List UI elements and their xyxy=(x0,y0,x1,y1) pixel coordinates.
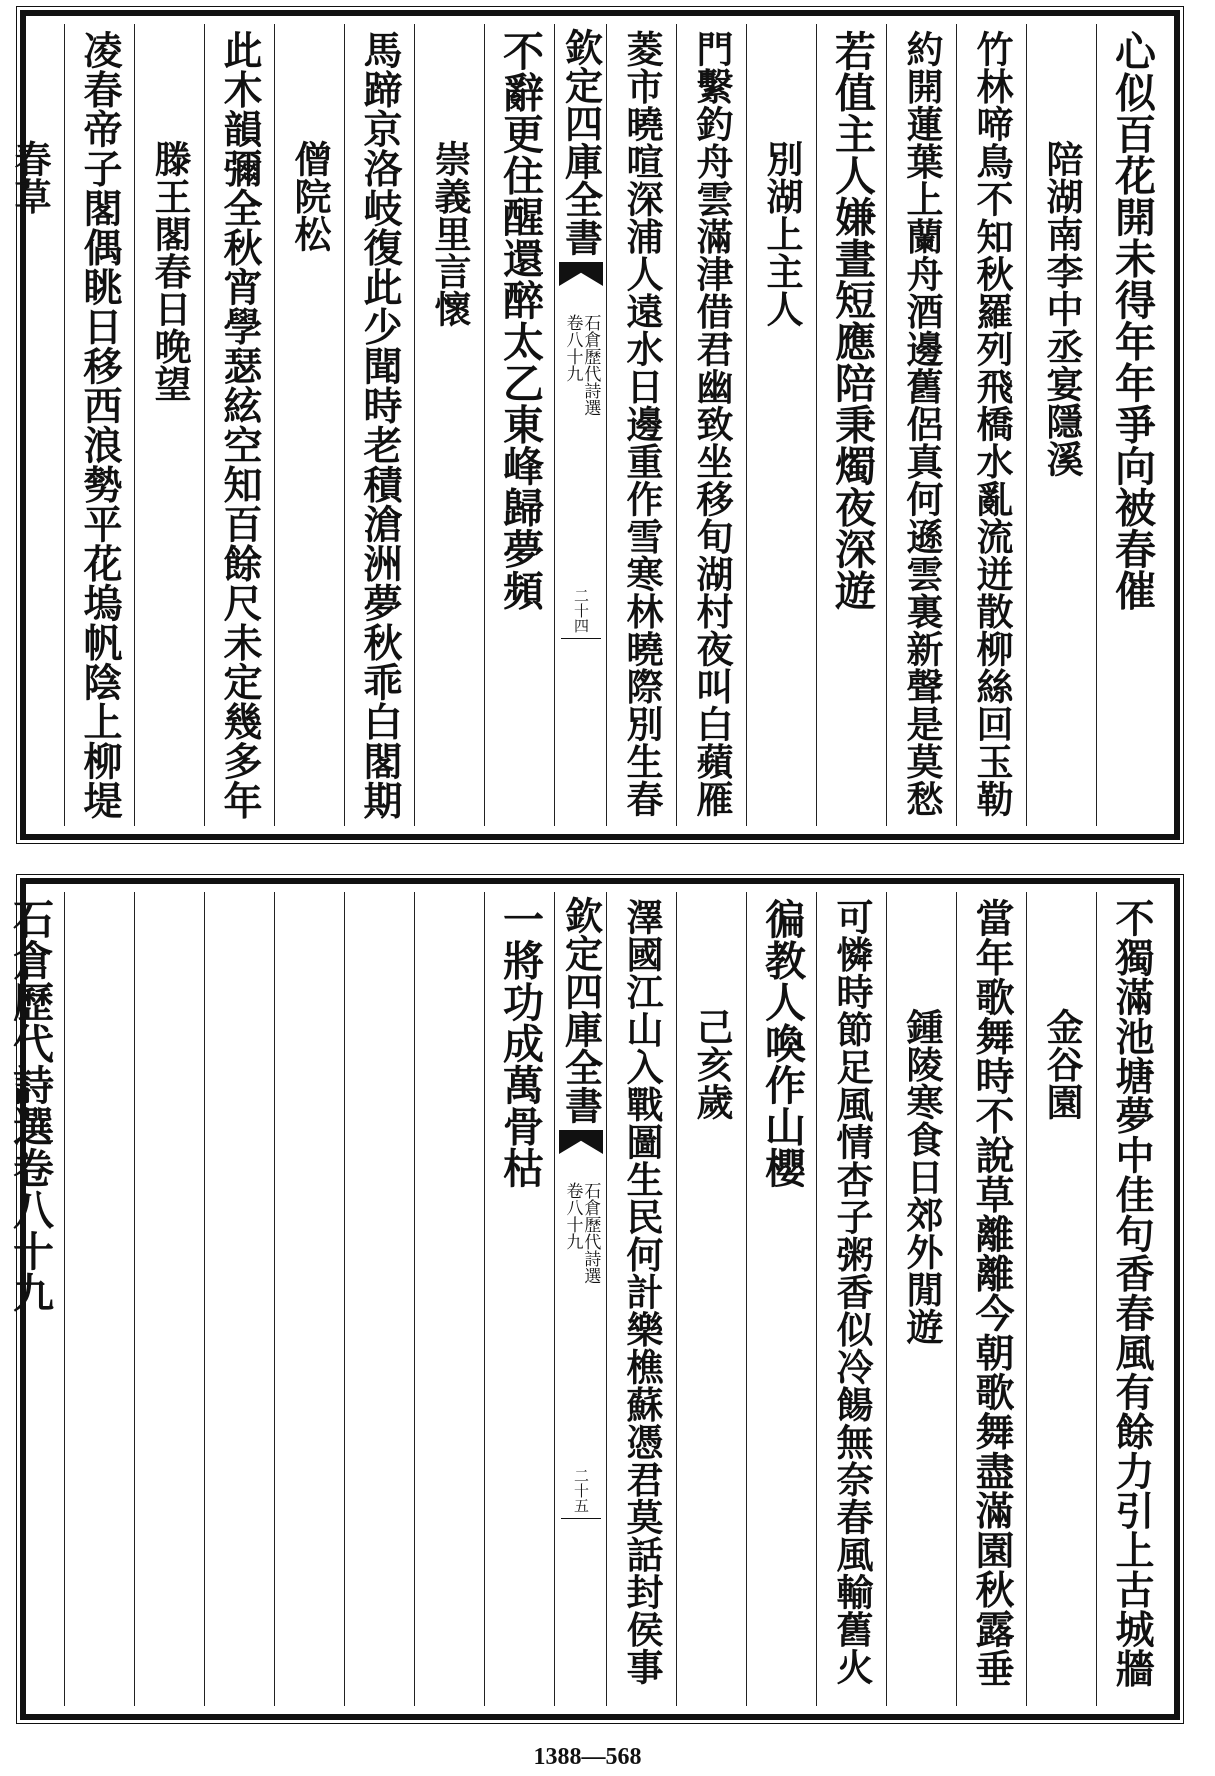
verse-line: 己亥歲 xyxy=(690,1008,734,1121)
verse-line: 金谷園 xyxy=(1040,1008,1084,1121)
verse-line: 一將功成萬骨枯 xyxy=(496,898,544,1189)
upper-left-column-1 xyxy=(414,24,484,826)
verse-line: 鍾陵寒食日郊外閒遊 xyxy=(900,1008,944,1346)
verse-line: 春草 xyxy=(8,140,52,215)
upper-left-column-4 xyxy=(204,24,274,826)
lower-left-column-4 xyxy=(204,892,274,1706)
lower-center-fold xyxy=(554,892,606,1706)
upper-left-column-7 xyxy=(0,24,64,826)
folio-number: 二十五 xyxy=(572,1468,590,1513)
lower-page xyxy=(6,878,1180,1720)
fishtail-mark xyxy=(559,262,603,286)
upper-left-column-5 xyxy=(134,24,204,826)
verse-line: 若值主人嫌晝短應陪秉燭夜深遊 xyxy=(828,30,876,611)
verse-line: 此木韻彌全秋宵學瑟絃空知百餘尺未定幾多年 xyxy=(217,30,263,820)
verse-line: 菱市曉喧深浦人遠水日邊重作雪寒林曉際別生春 xyxy=(620,30,664,818)
verse-line: 僧院松 xyxy=(288,140,332,253)
verse-line: 石倉歷代詩選卷八十九 xyxy=(6,898,54,1313)
upper-left-column-0 xyxy=(484,24,554,826)
upper-right-column-7 xyxy=(606,24,676,826)
lower-left-column-6 xyxy=(64,892,134,1706)
upper-left-column-6 xyxy=(64,24,134,826)
fold-rule xyxy=(561,1518,601,1519)
verse-line: 別湖上主人 xyxy=(760,140,804,328)
upper-columns xyxy=(8,24,1166,826)
book-title: 欽定四庫全書 xyxy=(558,896,604,1124)
verse-line: 不辭更住醒還醉太乙東峰歸夢頻 xyxy=(496,30,544,611)
upper-right-column-2 xyxy=(956,24,1026,826)
lower-left-column-2 xyxy=(344,892,414,1706)
lower-right-column-2 xyxy=(956,892,1026,1706)
fishtail-mark xyxy=(559,1130,603,1154)
upper-right-column-3 xyxy=(886,24,956,826)
upper-right-column-4 xyxy=(816,24,886,826)
lower-right-column-3 xyxy=(886,892,956,1706)
verse-line: 凌春帝子閣偶眺日移西浪勢平花塢帆陰上柳堤 xyxy=(77,30,123,820)
upper-right-column-6 xyxy=(676,24,746,826)
upper-center-fold xyxy=(554,24,606,826)
upper-left-column-2 xyxy=(344,24,414,826)
lower-left-column-7 xyxy=(0,892,64,1706)
fold-rule xyxy=(561,638,601,639)
lower-right-column-6 xyxy=(676,892,746,1706)
verse-line: 澤國江山入戰圖生民何計樂樵蘇憑君莫話封侯事 xyxy=(620,898,664,1686)
folio-number: 二十四 xyxy=(572,588,590,633)
volume-label: 石倉歷代詩選 卷八十九 xyxy=(562,1182,601,1284)
lower-left-column-0 xyxy=(484,892,554,1706)
verse-line: 徧教人喚作山櫻 xyxy=(758,898,806,1189)
lower-left-column-1 xyxy=(414,892,484,1706)
upper-right-column-1 xyxy=(1026,24,1096,826)
verse-line: 門繫釣舟雲滿津借君幽致坐移旬湖村夜叫白蘋雁 xyxy=(690,30,734,818)
lower-left-column-5 xyxy=(134,892,204,1706)
lower-columns xyxy=(6,892,1166,1706)
verse-line: 滕王閣春日晚望 xyxy=(148,140,192,403)
page-code-text: 1388—568 xyxy=(533,1744,642,1770)
upper-right-column-5 xyxy=(746,24,816,826)
verse-line: 心似百花開未得年年爭向被春催 xyxy=(1108,30,1156,611)
lower-right-column-1 xyxy=(1026,892,1096,1706)
lower-right-column-7 xyxy=(606,892,676,1706)
lower-left-column-3 xyxy=(274,892,344,1706)
verse-line: 竹林啼鳥不知秋羅列飛橋水亂流迸散柳絲回玉勒 xyxy=(970,30,1014,818)
lower-right-column-4 xyxy=(816,892,886,1706)
verse-line: 馬蹄京洛岐復此少聞時老積滄洲夢秋乖白閣期 xyxy=(357,30,403,820)
upper-right-column-0 xyxy=(1096,24,1166,826)
lower-right-column-5 xyxy=(746,892,816,1706)
verse-line: 崇義里言懷 xyxy=(428,140,472,328)
verse-line: 不獨滿池塘夢中佳句香春風有餘力引上古城牆 xyxy=(1109,898,1155,1688)
verse-line: 可憐時節足風情杏子粥香似冷餳無奈春風輸舊火 xyxy=(830,898,874,1686)
book-title: 欽定四庫全書 xyxy=(558,28,604,256)
verse-line: 陪湖南李中丞宴隱溪 xyxy=(1040,140,1084,478)
verse-line: 約開蓮葉上蘭舟酒邊舊侶真何遜雲裏新聲是莫愁 xyxy=(900,30,944,818)
volume-label: 石倉歷代詩選 卷八十九 xyxy=(562,314,601,416)
verse-line: 當年歌舞時不說草離離今朝歌舞盡滿園秋露垂 xyxy=(969,898,1015,1688)
upper-page xyxy=(8,10,1180,840)
upper-left-column-3 xyxy=(274,24,344,826)
lower-right-column-0 xyxy=(1096,892,1166,1706)
page-code xyxy=(0,1744,1215,1771)
